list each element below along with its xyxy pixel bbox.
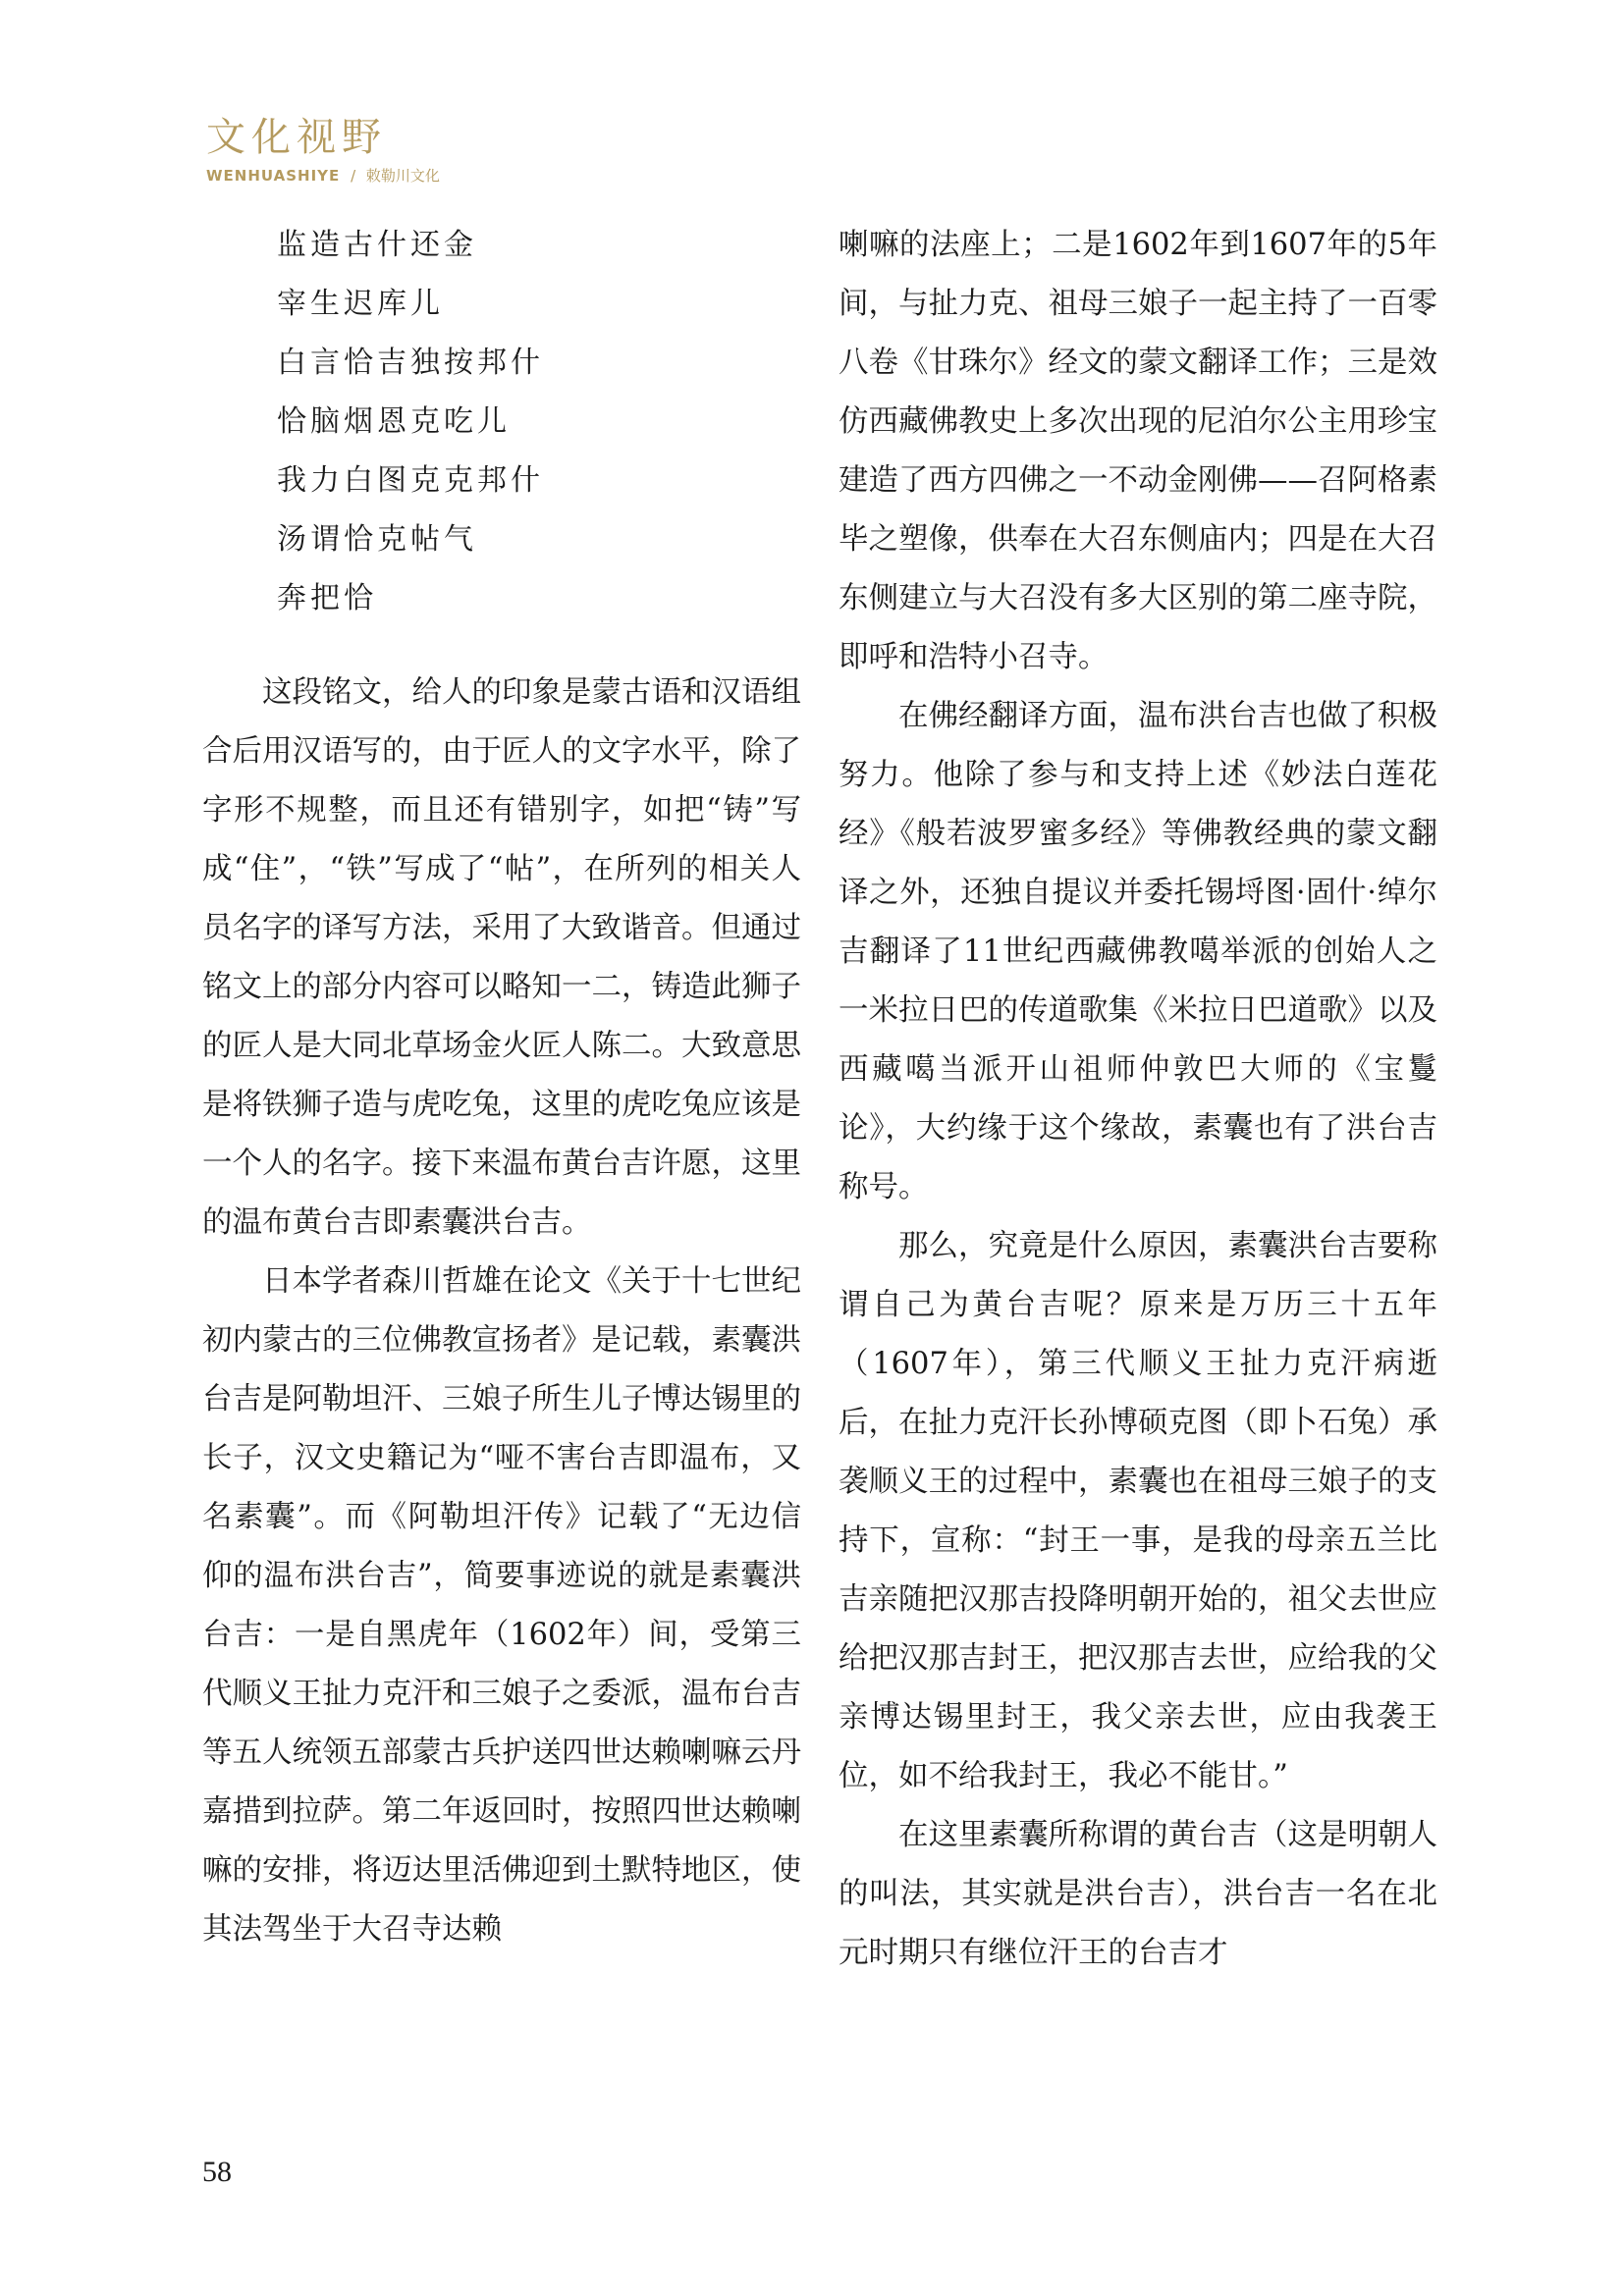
- body-paragraph: 在佛经翻译方面，温布洪台吉也做了积极努力。他除了参与和支持上述《妙法白莲花经》《般若波罗蜜多经》等佛教经典的蒙文翻译之外，还独自提议并委托锡埒图·固什·绰尔吉翻译了11世纪西藏佛教噶举派的创始人之一米拉日巴的传道歌集《米拉日巴道歌》以及西藏噶当派开山祖师仲敦巴大师的《宝鬘论》，大约缘于这个缘故，素囊也有了洪台吉称号。: [839, 699, 1437, 1204]
- inscription-line: 宰生迟库儿: [277, 287, 444, 321]
- section-subtitle-pinyin: WENHUASHIYE: [206, 167, 341, 185]
- inscription-line: 我力白图克克邦什: [277, 463, 544, 498]
- section-subtitle: [206, 165, 440, 186]
- inscription-text: [202, 216, 801, 628]
- inscription-line: 奔把恰: [277, 581, 377, 615]
- section-title: 文化视野: [206, 115, 387, 160]
- spacer: [202, 628, 801, 664]
- inscription-line: 白言恰吉独按邦什: [277, 346, 544, 380]
- body-paragraph: 这段铭文，给人的印象是蒙古语和汉语组合后用汉语写的，由于匠人的文字水平，除了字形不规整，而且还有错别字，如把“铸”写成“住”，“铁”写成了“帖”，在所列的相关人员名字的译写方法，采用了大致谐音。但通过铭文上的部分内容可以略知一二，铸造此狮子的匠人是大同北草场金火匠人陈二。大致意思是将铁狮子造与虎吃兔，这里的虎吃兔应该是一个人的名字。接下来温布黄台吉许愿，这里的温布黄台吉即素囊洪台吉。: [202, 675, 801, 1240]
- inscription-line: 恰脑烟恩克吃儿: [277, 404, 511, 439]
- section-subtitle-separator: /: [351, 167, 356, 185]
- body-paragraph: 喇嘛的法座上；二是1602年到1607年的5年间，与扯力克、祖母三娘子一起主持了一百零八卷《甘珠尔》经文的蒙文翻译工作；三是效仿西藏佛教史上多次出现的尼泊尔公主用珍宝建造了西方四佛之一不动金刚佛——召阿格素毕之塑像，供奉在大召东侧庙内；四是在大召东侧建立与大召没有多大区别的第二座寺院，即呼和浩特小召寺。: [839, 228, 1437, 674]
- section-subtitle-chinese: 敕勒川文化: [365, 167, 440, 185]
- inscription-line: 汤谓恰克帖气: [277, 522, 477, 557]
- left-column: [202, 216, 801, 1959]
- body-paragraph: 那么，究竟是什么原因，素囊洪台吉要称谓自己为黄台吉呢？原来是万历三十五年（1607年），第三代顺义王扯力克汗病逝后，在扯力克汗长孙博硕克图（即卜石兔）承袭顺义王的过程中，素囊也在祖母三娘子的支持下，宣称：“封王一事，是我的母亲五兰比吉亲随把汉那吉投降明朝开始的，祖父去世应给把汉那吉封王，把汉那吉去世，应给我的父亲博达锡里封王，我父亲去世，应由我袭王位，如不给我封王，我必不能甘。”: [839, 1229, 1437, 1793]
- right-column: [839, 216, 1437, 1983]
- body-paragraph: 日本学者森川哲雄在论文《关于十七世纪初内蒙古的三位佛教宣扬者》是记载，素囊洪台吉是阿勒坦汗、三娘子所生儿子博达锡里的长子，汉文史籍记为“哑不害台吉即温布，又名素囊”。而《阿勒坦汗传》记载了“无边信仰的温布洪台吉”，简要事迹说的就是素囊洪台吉：一是自黑虎年（1602年）间，受第三代顺义王扯力克汗和三娘子之委派，温布台吉等五人统领五部蒙古兵护送四世达赖喇嘛云丹嘉措到拉萨。第二年返回时，按照四世达赖喇嘛的安排，将迈达里活佛迎到土默特地区，使其法驾坐于大召寺达赖: [202, 1264, 801, 1947]
- section-header: [206, 116, 440, 186]
- inscription-line: 监造古什还金: [277, 228, 477, 262]
- page-number: 58: [202, 2156, 232, 2188]
- body-paragraph: 在这里素囊所称谓的黄台吉（这是明朝人的叫法，其实就是洪台吉），洪台吉一名在北元时期只有继位汗王的台吉才: [839, 1818, 1437, 1970]
